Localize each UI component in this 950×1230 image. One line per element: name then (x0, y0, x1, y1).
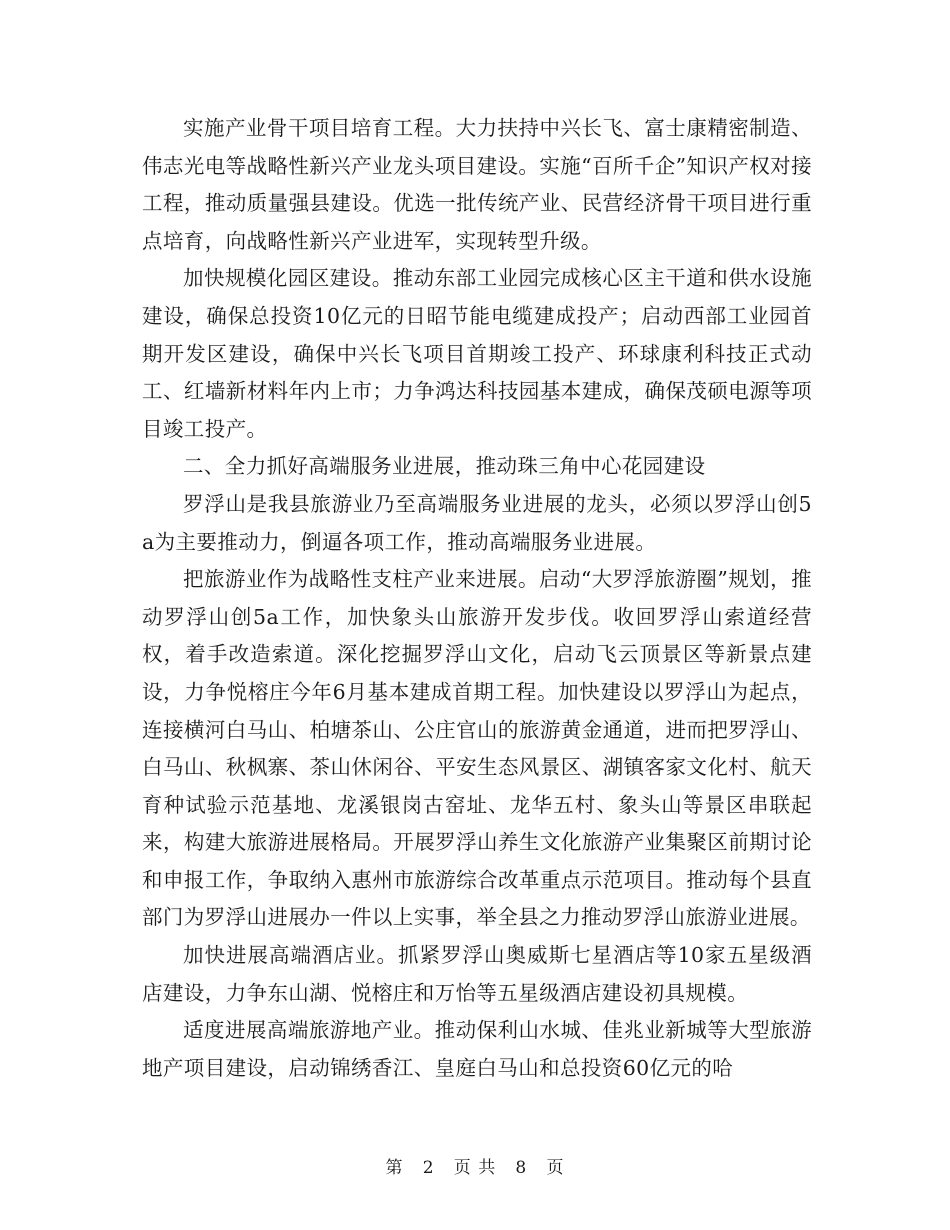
document-body (142, 110, 812, 1087)
paragraph-tourism-real-estate: 适度进展高端旅游地产业。推动保利山水城、佳兆业新城等大型旅游地产项目建设，启动锦绣香江、皇庭白马山和总投资60亿元的哈 (142, 1018, 812, 1080)
footer-suffix: 页 (546, 1158, 565, 1178)
footer-prefix: 第 (385, 1158, 404, 1178)
footer-total-pages: 8 (515, 1158, 528, 1178)
paragraph-industry-backbone: 实施产业骨干项目培育工程。大力扶持中兴长飞、富士康精密制造、伟志光电等战略性新兴产业龙头项目建设。实施“百所千企”知识产权对接工程，推动质量强县建设。优选一批传统产业、民营经济骨干项目进行重点培育，向战略性新兴产业进军，实现转型升级。 (142, 116, 812, 253)
paragraph-luofushan-intro: 罗浮山是我县旅游业乃至高端服务业进展的龙头，必须以罗浮山创5a为主要推动力，倒逼各项工作，推动高端服务业进展。 (142, 491, 812, 554)
page-footer (0, 1153, 950, 1178)
paragraph-hotels: 加快进展高端酒店业。抓紧罗浮山奥威斯七星酒店等10家五星级酒店建设，力争东山湖、悦榕庄和万怡等五星级酒店建设初具规模。 (142, 943, 812, 1005)
section-heading-service-industry: 二、全力抓好高端服务业进展，推动珠三角中心花园建设 (183, 454, 706, 479)
footer-middle: 页 共 (453, 1158, 497, 1178)
footer-current-page: 2 (422, 1158, 435, 1178)
paragraph-tourism-pillar: 把旅游业作为战略性支柱产业来进展。启动“大罗浮旅游圈”规划，推动罗浮山创5a工作，加快象头山旅游开发步伐。收回罗浮山索道经营权，着手改造索道。深化挖掘罗浮山文化，启动飞云顶景区等新景点建设，力争悦榕庄今年6月基本建成首期工程。加快建设以罗浮山为起点，连接横河白马山、柏塘茶山、公庄官山的旅游黄金通道，进而把罗浮山、白马山、秋枫寨、茶山休闲谷、平安生态风景区、湖镇客家文化村、航天育种试验示范基地、龙溪银岗古窑址、龙华五村、象头山等景区串联起来，构建大旅游进展格局。开展罗浮山养生文化旅游产业集聚区前期讨论和申报工作，争取纳入惠州市旅游综合改革重点示范项目。推动每个县直部门为罗浮山进展办一件以上实事，举全县之力推动罗浮山旅游业进展。 (142, 567, 812, 930)
paragraph-industrial-parks: 加快规模化园区建设。推动东部工业园完成核心区主干道和供水设施建设，确保总投资10亿元的日昭节能电缆建成投产；启动西部工业园首期开发区建设，确保中兴长飞项目首期竣工投产、环球康利科技正式动工、红墙新材料年内上市；力争鸿达科技园基本建成，确保茂硕电源等项目竣工投产。 (142, 266, 812, 441)
